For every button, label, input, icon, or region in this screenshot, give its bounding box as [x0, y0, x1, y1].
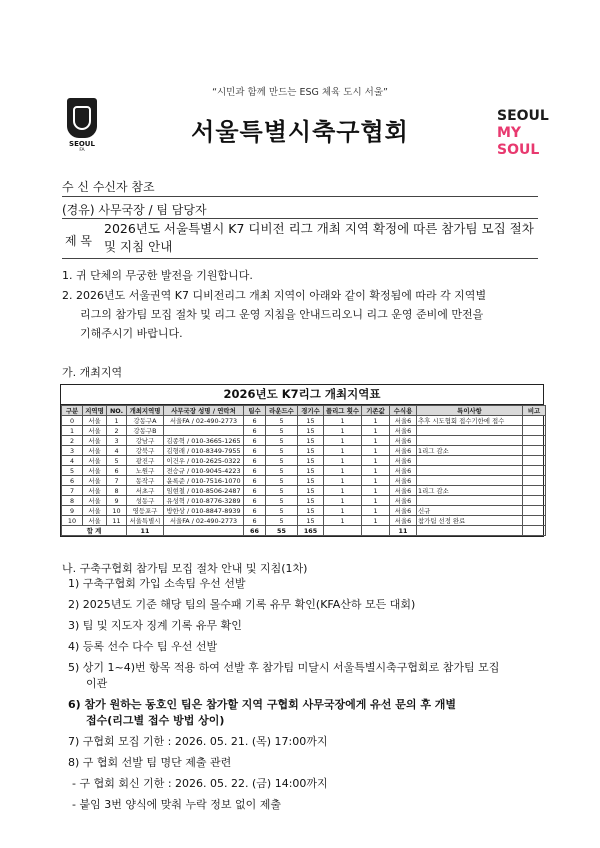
- table-cell: 9: [62, 506, 83, 516]
- table-cell: 5: [266, 456, 298, 466]
- table-cell: 5: [266, 476, 298, 486]
- table-cell: 서울6: [390, 496, 417, 506]
- table-cell: 6: [244, 486, 266, 496]
- table-header-cell: 사무국장 성명 / 연락처: [164, 406, 244, 416]
- table-cell: 1: [107, 416, 127, 426]
- table-cell: 서울6: [390, 516, 417, 526]
- table-cell: 1: [324, 496, 362, 506]
- via: (경유) 사무국장 / 팀 담당자: [62, 203, 207, 217]
- table-cell: 6: [244, 476, 266, 486]
- table-cell: 임현철 / 010-8506-2487: [164, 486, 244, 496]
- table-cell: 7: [62, 486, 83, 496]
- table-cell: 15: [298, 486, 324, 496]
- table-cell: 15: [298, 506, 324, 516]
- table-total-cell: 165: [298, 526, 324, 536]
- table-cell: 15: [298, 426, 324, 436]
- table-cell: 동작구: [127, 476, 164, 486]
- table-cell: 유성혁 / 010-8776-3289: [164, 496, 244, 506]
- table-cell: 6: [244, 516, 266, 526]
- table-header-cell: 수식용: [390, 406, 417, 416]
- table-cell: 강동구A: [127, 416, 164, 426]
- table-cell: 15: [298, 466, 324, 476]
- table-header-cell: 플리그 횟수: [324, 406, 362, 416]
- table-row: [62, 506, 546, 516]
- table-row: [62, 466, 546, 476]
- table-cell: 5: [266, 496, 298, 506]
- item-8-detail-1: - 구 협회 회신 기한 : 2026. 05. 22. (금) 14:00까지: [72, 777, 328, 790]
- item-6-line2: 접수(리그별 접수 방법 상이): [86, 714, 225, 727]
- table-cell: 1: [324, 476, 362, 486]
- table-cell: 6: [107, 466, 127, 476]
- table-cell: 방한상 / 010-8847-8939: [164, 506, 244, 516]
- divider: [62, 196, 538, 197]
- table-cell: [417, 466, 523, 476]
- table-cell: 서울: [83, 436, 107, 446]
- table-cell: 1: [362, 496, 390, 506]
- table-header-cell: 경기수: [298, 406, 324, 416]
- table-total-cell: [362, 526, 390, 536]
- table-cell: 5: [266, 416, 298, 426]
- table-cell: 15: [298, 516, 324, 526]
- table-cell: [417, 496, 523, 506]
- table-cell: 1: [362, 476, 390, 486]
- logo-sub: FA: [79, 148, 85, 153]
- table-cell: 서울: [83, 516, 107, 526]
- table-cell: 5: [266, 486, 298, 496]
- table-title: 2026년도 K7리그 개최지역표: [61, 385, 543, 405]
- table-row: [62, 496, 546, 506]
- table-cell: 신규: [417, 506, 523, 516]
- table-header-cell: 특이사항: [417, 406, 523, 416]
- table-cell: 1: [324, 446, 362, 456]
- table-cell: 서울: [83, 416, 107, 426]
- table-header-cell: 기존값: [362, 406, 390, 416]
- table-total-row: [62, 526, 546, 536]
- table-cell: [523, 446, 546, 456]
- table-total-cell: [417, 526, 523, 536]
- table-total-cell: 11: [390, 526, 417, 536]
- table-cell: 추후 시도협회 접수기한에 접수: [417, 416, 523, 426]
- item-5: [68, 660, 499, 692]
- table-cell: 강남구: [127, 436, 164, 446]
- table-row: [62, 446, 546, 456]
- subject: 2026년도 서울특별시 K7 디비전 리그 개최 지역 확정에 따른 참가팀 모집 절차 및 지침 안내: [104, 221, 534, 254]
- table-cell: 15: [298, 416, 324, 426]
- table-cell: 성동구: [127, 496, 164, 506]
- table-cell: 10: [107, 506, 127, 516]
- table-cell: 서울6: [390, 436, 417, 446]
- table-cell: 1리그 감소: [417, 446, 523, 456]
- paragraph-2: [62, 286, 552, 343]
- table-cell: 서울: [83, 496, 107, 506]
- table-cell: [523, 476, 546, 486]
- table-total-cell: 11: [127, 526, 164, 536]
- table-cell: 강북구: [127, 446, 164, 456]
- table-cell: [523, 496, 546, 506]
- table-cell: 1: [362, 436, 390, 446]
- table-header-cell: 라운드수: [266, 406, 298, 416]
- table-cell: [523, 516, 546, 526]
- divider: [62, 258, 538, 259]
- table-cell: 서울: [83, 446, 107, 456]
- table-cell: 5: [266, 436, 298, 446]
- logo-right-line2: MY SOUL: [497, 125, 540, 158]
- paragraph-1: [62, 266, 552, 285]
- table-cell: 5: [266, 446, 298, 456]
- table-header-cell: 비고: [523, 406, 546, 416]
- table-cell: [417, 426, 523, 436]
- table-cell: 1: [362, 486, 390, 496]
- table-cell: 1: [362, 446, 390, 456]
- table-cell: 서울: [83, 476, 107, 486]
- table-header-cell: 지역명: [83, 406, 107, 416]
- table-cell: 서울: [83, 506, 107, 516]
- table-cell: 5: [266, 426, 298, 436]
- table-cell: 10: [62, 516, 83, 526]
- table-cell: 서울: [83, 426, 107, 436]
- table-cell: 서울: [83, 466, 107, 476]
- paragraph-2-line3: 기해주시기 바랍니다.: [80, 327, 183, 340]
- item-2: 2) 2025년도 기준 해당 팀의 몰수패 기록 유무 확인(KFA산하 모든 대회): [68, 598, 416, 611]
- table-cell: 윤록준 / 010-7516-1070: [164, 476, 244, 486]
- table-total-cell: 합 계: [62, 526, 127, 536]
- table-cell: 1: [324, 486, 362, 496]
- table-cell: 강동구B: [127, 426, 164, 436]
- table-cell: 6: [244, 436, 266, 446]
- table-cell: 4: [107, 446, 127, 456]
- table-cell: 1리그 감소: [417, 486, 523, 496]
- table-header-cell: NO.: [107, 406, 127, 416]
- table-cell: 15: [298, 476, 324, 486]
- table-cell: 6: [244, 466, 266, 476]
- table-cell: 1: [324, 456, 362, 466]
- table-cell: 5: [107, 456, 127, 466]
- table-cell: 6: [244, 496, 266, 506]
- table-row: [62, 426, 546, 436]
- table-cell: 광진구: [127, 456, 164, 466]
- paragraph-2-line1: 2. 2026년도 서울권역 K7 디비전리그 개최 지역이 아래와 같이 확정됨에 따라 각 지역별: [62, 289, 487, 302]
- table-cell: 영등포구: [127, 506, 164, 516]
- table-cell: 서울6: [390, 426, 417, 436]
- item-4: 4) 등록 선수 다수 팀 우선 선발: [68, 640, 218, 653]
- table-cell: 6: [244, 506, 266, 516]
- table-cell: 서울6: [390, 506, 417, 516]
- table-header-cell: 구분: [62, 406, 83, 416]
- table-cell: [523, 466, 546, 476]
- table-row: [62, 436, 546, 446]
- table-cell: 5: [266, 506, 298, 516]
- table-cell: 1: [324, 416, 362, 426]
- table-cell: 6: [244, 416, 266, 426]
- seoul-my-soul-logo: [497, 108, 557, 159]
- section-b-heading: 나. 구축구협회 참가팀 모집 절차 안내 및 지침(1차): [62, 562, 308, 575]
- table-cell: 서울FA / 02-490-2773: [164, 416, 244, 426]
- item-8: 8) 구 협회 선발 팀 명단 제출 관련: [68, 756, 232, 769]
- table-cell: [523, 426, 546, 436]
- table-row: [62, 456, 546, 466]
- paragraph-1-text: 1. 귀 단체의 무궁한 발전을 기원합니다.: [62, 269, 253, 282]
- table-cell: 6: [244, 456, 266, 466]
- table-cell: 15: [298, 496, 324, 506]
- table-cell: 7: [107, 476, 127, 486]
- item-8-detail-2: - 붙임 3번 양식에 맞춰 누락 정보 없이 제출: [72, 798, 281, 811]
- table-cell: 1: [324, 516, 362, 526]
- item-6: [68, 697, 456, 729]
- table-cell: 서울6: [390, 466, 417, 476]
- table-cell: 6: [244, 426, 266, 436]
- paragraph-2-line2: 리그의 참가팀 모집 절차 및 리그 운영 지침을 안내드리오니 리그 운영 준비에 만전을: [80, 308, 484, 321]
- table-total-cell: 66: [244, 526, 266, 536]
- table-cell: 1: [362, 466, 390, 476]
- table-header-row: [62, 406, 546, 416]
- table-cell: 15: [298, 436, 324, 446]
- table-cell: [164, 426, 244, 436]
- table-cell: 서울특별시: [127, 516, 164, 526]
- table-cell: 참가팀 선정 완료: [417, 516, 523, 526]
- table-cell: 서울6: [390, 486, 417, 496]
- table-grid: [61, 405, 546, 536]
- table-cell: 1: [362, 506, 390, 516]
- table-cell: 서울: [83, 486, 107, 496]
- table-cell: 4: [62, 456, 83, 466]
- table-cell: 6: [62, 476, 83, 486]
- table-cell: 1: [362, 516, 390, 526]
- venue-table: [60, 384, 544, 537]
- organization-name: 서울특별시축구협회: [191, 118, 409, 146]
- recipient: 수 신 수신자 참조: [62, 180, 155, 194]
- table-cell: 3: [107, 436, 127, 446]
- table-cell: 1: [324, 426, 362, 436]
- table-cell: [523, 436, 546, 446]
- table-cell: 8: [62, 496, 83, 506]
- table-cell: 이건우 / 010-2625-0322: [164, 456, 244, 466]
- logo-text: SEOUL: [69, 140, 95, 148]
- table-cell: 김종혁 / 010-3665-1265: [164, 436, 244, 446]
- table-cell: [523, 456, 546, 466]
- table-cell: 2: [62, 436, 83, 446]
- item-5-line2: 이관: [86, 677, 108, 690]
- subject-label: 제 목: [65, 234, 92, 248]
- table-cell: 서울: [83, 456, 107, 466]
- table-cell: 서울6: [390, 446, 417, 456]
- table-cell: 0: [62, 416, 83, 426]
- table-cell: 2: [107, 426, 127, 436]
- table-total-cell: [523, 526, 546, 536]
- table-header-cell: 팀수: [244, 406, 266, 416]
- item-6-line1: 6) 참가 원하는 동호인 팀은 참가할 지역 구협회 사무국장에게 유선 문의 후 개별: [68, 698, 457, 711]
- table-cell: 1: [362, 456, 390, 466]
- table-cell: 5: [266, 516, 298, 526]
- table-cell: 5: [266, 466, 298, 476]
- table-cell: 1: [324, 436, 362, 446]
- table-cell: 1: [62, 426, 83, 436]
- table-cell: 1: [324, 466, 362, 476]
- table-cell: 6: [244, 446, 266, 456]
- table-cell: [523, 416, 546, 426]
- table-cell: 서울6: [390, 456, 417, 466]
- table-total-cell: [324, 526, 362, 536]
- table-cell: 15: [298, 446, 324, 456]
- section-a-heading: 가. 개최지역: [62, 366, 123, 379]
- divider: [62, 218, 538, 219]
- table-cell: 11: [107, 516, 127, 526]
- item-5-line1: 5) 상기 1~4)번 항목 적용 하여 선발 후 참가팀 미달시 서울특별시축구협회로 참가팀 모집: [68, 661, 500, 674]
- table-cell: 3: [62, 446, 83, 456]
- item-1: 1) 구축구협회 가입 소속팀 우선 선발: [68, 577, 246, 590]
- table-cell: 노원구: [127, 466, 164, 476]
- table-cell: 5: [62, 466, 83, 476]
- table-cell: 15: [298, 456, 324, 466]
- table-cell: 서울6: [390, 416, 417, 426]
- table-cell: 8: [107, 486, 127, 496]
- table-total-cell: 55: [266, 526, 298, 536]
- table-row: [62, 516, 546, 526]
- table-cell: [523, 486, 546, 496]
- table-cell: 서울6: [390, 476, 417, 486]
- table-cell: 김형래 / 010-8349-7955: [164, 446, 244, 456]
- table-row: [62, 486, 546, 496]
- table-cell: [417, 436, 523, 446]
- table-cell: 1: [362, 426, 390, 436]
- item-7: 7) 구협회 모집 기한 : 2026. 05. 21. (목) 17:00까지: [68, 735, 328, 748]
- table-cell: 서울FA / 02-490-2773: [164, 516, 244, 526]
- table-cell: 전승규 / 010-9045-4223: [164, 466, 244, 476]
- slogan: “시민과 함께 만드는 ESG 체육 도시 서울”: [212, 87, 388, 98]
- table-cell: 1: [362, 416, 390, 426]
- table-cell: 서초구: [127, 486, 164, 496]
- table-cell: 1: [324, 506, 362, 516]
- logo-right-line1: SEOUL: [497, 108, 549, 124]
- item-3: 3) 팀 및 지도자 징계 기록 유무 확인: [68, 619, 242, 632]
- table-row: [62, 476, 546, 486]
- table-row: [62, 416, 546, 426]
- table-cell: [523, 506, 546, 516]
- table-cell: [417, 456, 523, 466]
- table-cell: 9: [107, 496, 127, 506]
- table-header-cell: 개최지역명: [127, 406, 164, 416]
- table-cell: [417, 476, 523, 486]
- table-total-cell: [164, 526, 244, 536]
